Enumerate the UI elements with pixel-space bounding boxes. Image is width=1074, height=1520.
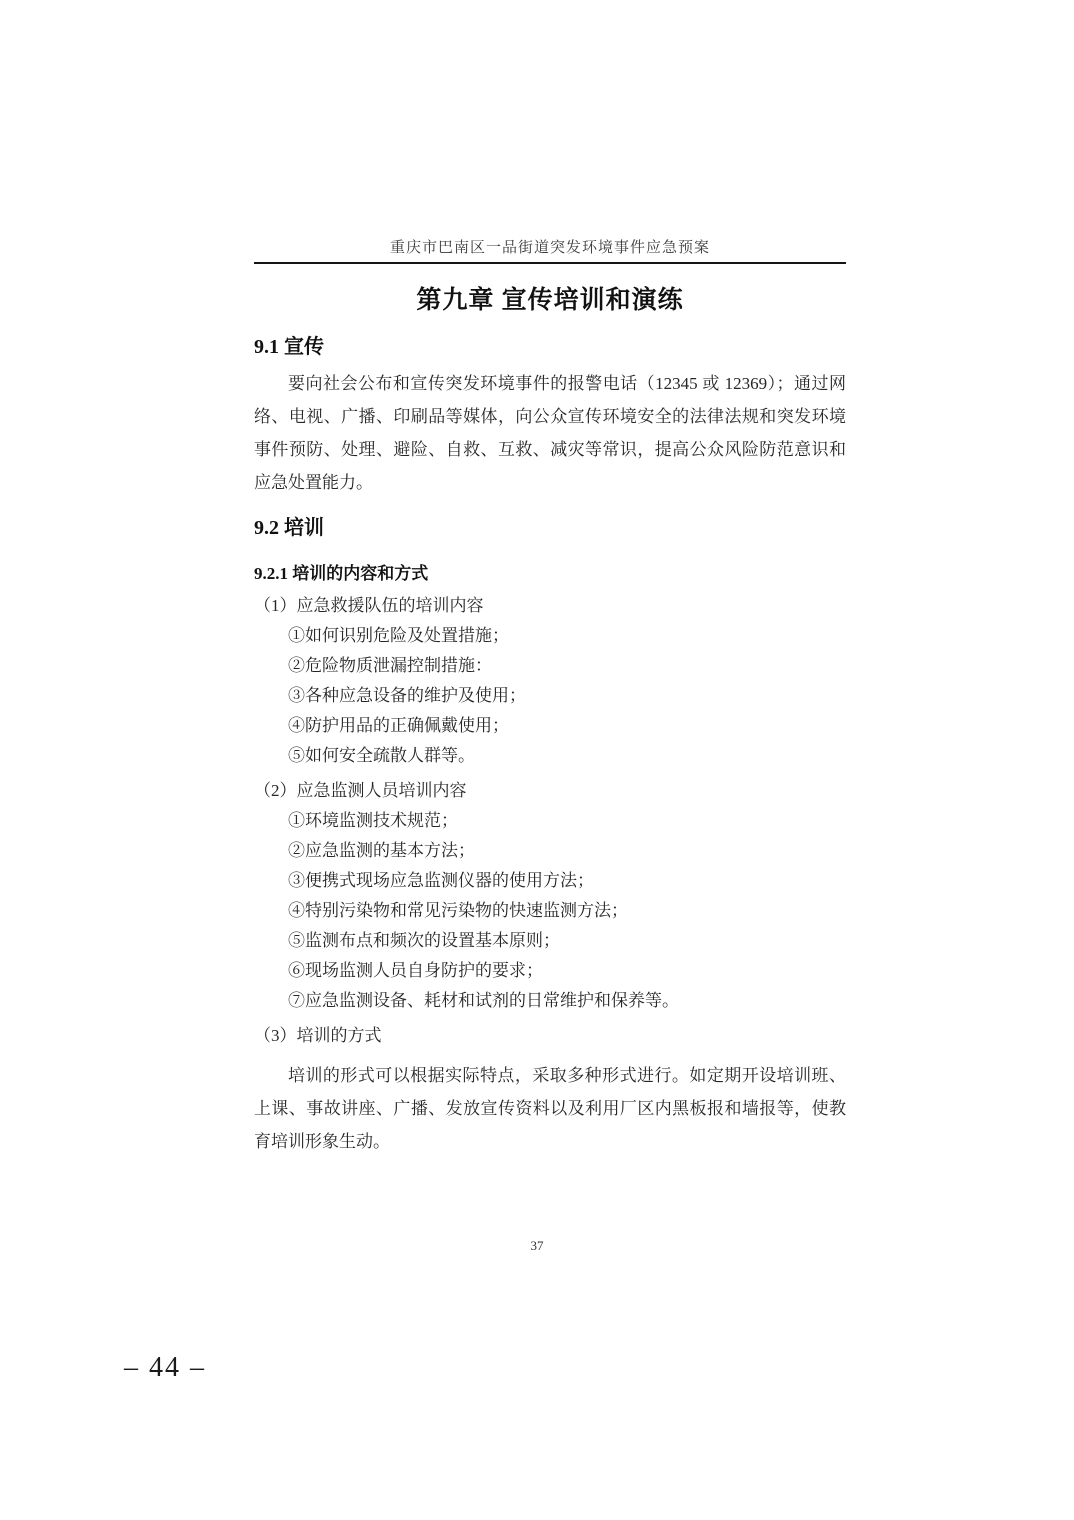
- subsection-heading-9-2-1: 9.2.1 培训的内容和方式: [254, 564, 429, 583]
- list-item: ①如何识别危险及处置措施；: [288, 626, 509, 645]
- header-rule: [254, 262, 846, 264]
- list-item: ⑤监测布点和频次的设置基本原则；: [288, 931, 560, 950]
- list-item: ③便携式现场应急监测仪器的使用方法；: [288, 871, 594, 890]
- list-item: ②危险物质泄漏控制措施：: [288, 656, 492, 675]
- list-item: ③各种应急设备的维护及使用；: [288, 686, 526, 705]
- list-item: ⑤如何安全疏散人群等。: [288, 746, 475, 765]
- page-number: 37: [530, 1238, 544, 1253]
- publicity-paragraph: 要向社会公布和宣传突发环境事件的报警电话（12345 或 12369）；通过网络、电视、广播、印刷品等媒体，向公众宣传环境安全的法律法规和突发环境事件预防、处理、避险、自救、互救、减灾等常识，提高公众风险防范意识和应急处置能力。: [254, 374, 846, 492]
- list-item: ②应急监测的基本方法；: [288, 841, 475, 860]
- training-group-1-label: （1）应急救援队伍的培训内容: [254, 596, 484, 615]
- page-content: [254, 238, 846, 1158]
- training-group-3-label: （3）培训的方式: [254, 1026, 382, 1045]
- running-header-title: 重庆市巴南区一品街道突发环境事件应急预案: [389, 240, 710, 256]
- list-item: ④防护用品的正确佩戴使用；: [288, 716, 509, 735]
- training-group-2-label: （2）应急监测人员培训内容: [254, 781, 467, 800]
- footer-page-number: – 44 –: [124, 1352, 206, 1383]
- section-heading-9-2: 9.2 培训: [254, 517, 324, 539]
- list-item: ①环境监测技术规范；: [288, 811, 458, 830]
- list-item: ⑦应急监测设备、耗材和试剂的日常维护和保养等。: [288, 991, 679, 1010]
- list-item: ④特别污染物和常见污染物的快速监测方法；: [288, 901, 628, 920]
- section-heading-9-1: 9.1 宣传: [254, 336, 324, 358]
- training-methods-paragraph: 培训的形式可以根据实际特点，采取多种形式进行。如定期开设培训班、上课、事故讲座、广播、发放宣传资料以及利用厂区内黑板报和墙报等，使教育培训形象生动。: [254, 1066, 846, 1151]
- chapter-title: 第九章 宣传培训和演练: [416, 287, 684, 314]
- list-item: ⑥现场监测人员自身防护的要求；: [288, 961, 543, 980]
